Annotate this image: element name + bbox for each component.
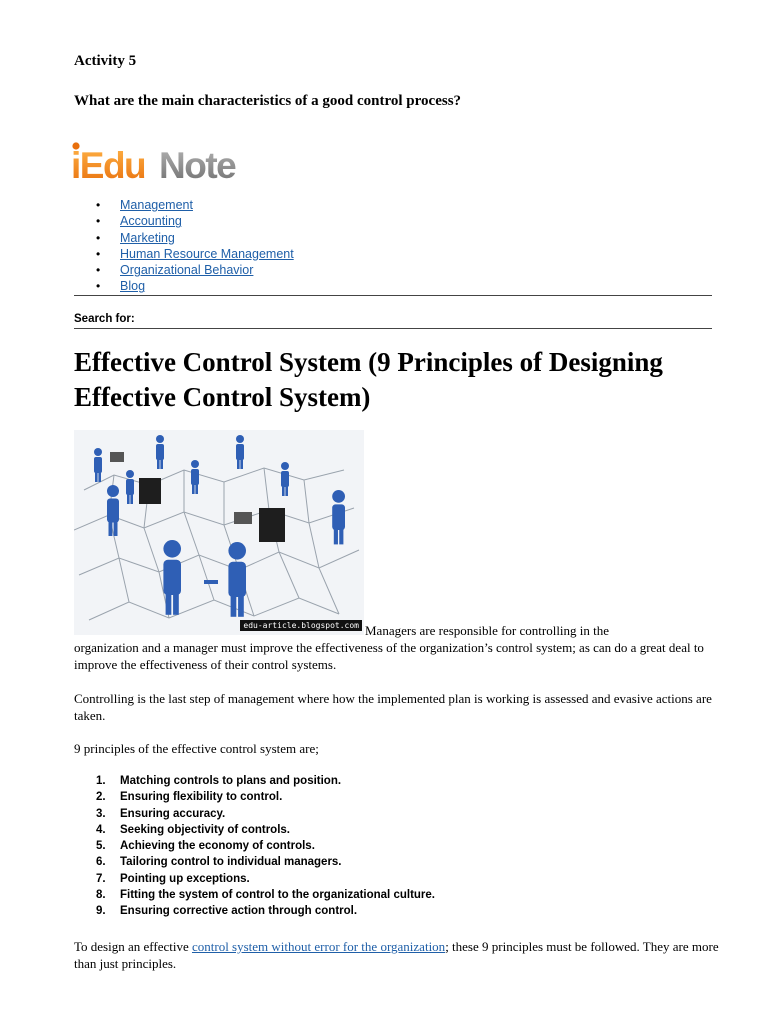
- list-item: [74, 806, 435, 822]
- list-number: 1.: [96, 775, 106, 787]
- list-number: 2.: [96, 791, 106, 804]
- list-item-text: Ensuring corrective action through control.: [120, 905, 358, 918]
- list-item-text: Pointing up exceptions.: [120, 872, 250, 885]
- principles-list: [74, 773, 435, 920]
- nav-link-accounting[interactable]: Accounting: [120, 214, 182, 229]
- list-number: 5.: [96, 840, 106, 853]
- activity-label: Activity 5: [74, 53, 137, 69]
- paragraph-2: Controlling is the last step of management where how the implemented plan is working is assessed and evasive actions are taken.: [74, 691, 712, 723]
- list-number: 8.: [96, 889, 106, 902]
- list-number: 3.: [96, 807, 106, 820]
- nav-link-marketing[interactable]: Marketing: [120, 230, 175, 245]
- paragraph-4: [74, 938, 724, 972]
- logo-prefix-text: iEdu: [71, 145, 146, 184]
- list-item-text: Seeking objectivity of controls.: [120, 823, 290, 836]
- paragraph-1-start: Managers are responsible for controlling in the: [365, 623, 610, 638]
- nav-item-marketing: [74, 230, 294, 246]
- logo-graphic: [71, 140, 243, 184]
- paragraph-4-after: ; these 9 principles must be followed. They are more than just principles.: [74, 939, 719, 971]
- control-system-link[interactable]: control system without error for the organization: [191, 939, 446, 954]
- nav-link-blog[interactable]: Blog: [120, 279, 146, 294]
- list-item-text: Ensuring flexibility to control.: [120, 791, 283, 804]
- iedunote-logo[interactable]: [71, 140, 243, 184]
- list-number: 6.: [96, 856, 106, 869]
- nav-item-management: [74, 197, 294, 213]
- question-text: What are the main characteristics of a good control process?: [74, 93, 462, 109]
- paragraph-4-before: To design an effective: [74, 939, 192, 954]
- list-number: 9.: [96, 905, 106, 918]
- paragraph-3: 9 principles of the effective control system are;: [74, 741, 319, 756]
- divider-top: [74, 295, 712, 296]
- image-watermark: edu-article.blogspot.com: [240, 620, 362, 631]
- paragraph-1-rest: organization and a manager must improve the effectiveness of the organization’s control system; as can do a great deal to improve the effectiveness of their control systems.: [74, 640, 704, 672]
- list-item-text: Achieving the economy of controls.: [120, 840, 315, 853]
- nav-item-blog: [74, 278, 294, 294]
- list-number: 7.: [96, 872, 106, 885]
- list-item-text: Tailoring control to individual managers.: [120, 856, 342, 869]
- list-item: [74, 854, 435, 870]
- nav-item-organizational-behavior: [74, 262, 294, 278]
- article-image: [74, 430, 364, 635]
- list-item: [74, 822, 435, 838]
- article-title: Effective Control System (9 Principles of Designing Effective Control System): [74, 347, 663, 412]
- list-item-text: Fitting the system of control to the organizational culture.: [120, 889, 435, 902]
- list-item-text: Matching controls to plans and position.: [120, 775, 342, 787]
- logo-suffix-text: Note: [159, 145, 236, 184]
- list-item-text: Ensuring accuracy.: [120, 807, 226, 820]
- list-item: [74, 838, 435, 854]
- nav-item-hrm: [74, 246, 294, 262]
- list-item: [74, 903, 435, 919]
- nav-list: [74, 197, 294, 295]
- nav-link-management[interactable]: Management: [120, 198, 193, 212]
- search-label[interactable]: Search for:: [74, 313, 135, 325]
- list-item: [74, 887, 435, 903]
- nav-link-hrm[interactable]: Human Resource Management: [120, 246, 294, 261]
- list-item: [74, 789, 435, 805]
- nav-item-accounting: [74, 213, 294, 229]
- nav-link-organizational-behavior[interactable]: Organizational Behavior: [120, 263, 254, 278]
- list-item: [74, 871, 435, 887]
- list-number: 4.: [96, 823, 106, 836]
- list-item: [74, 773, 435, 789]
- divider-bottom: [74, 328, 712, 329]
- network-illustration: [74, 430, 364, 635]
